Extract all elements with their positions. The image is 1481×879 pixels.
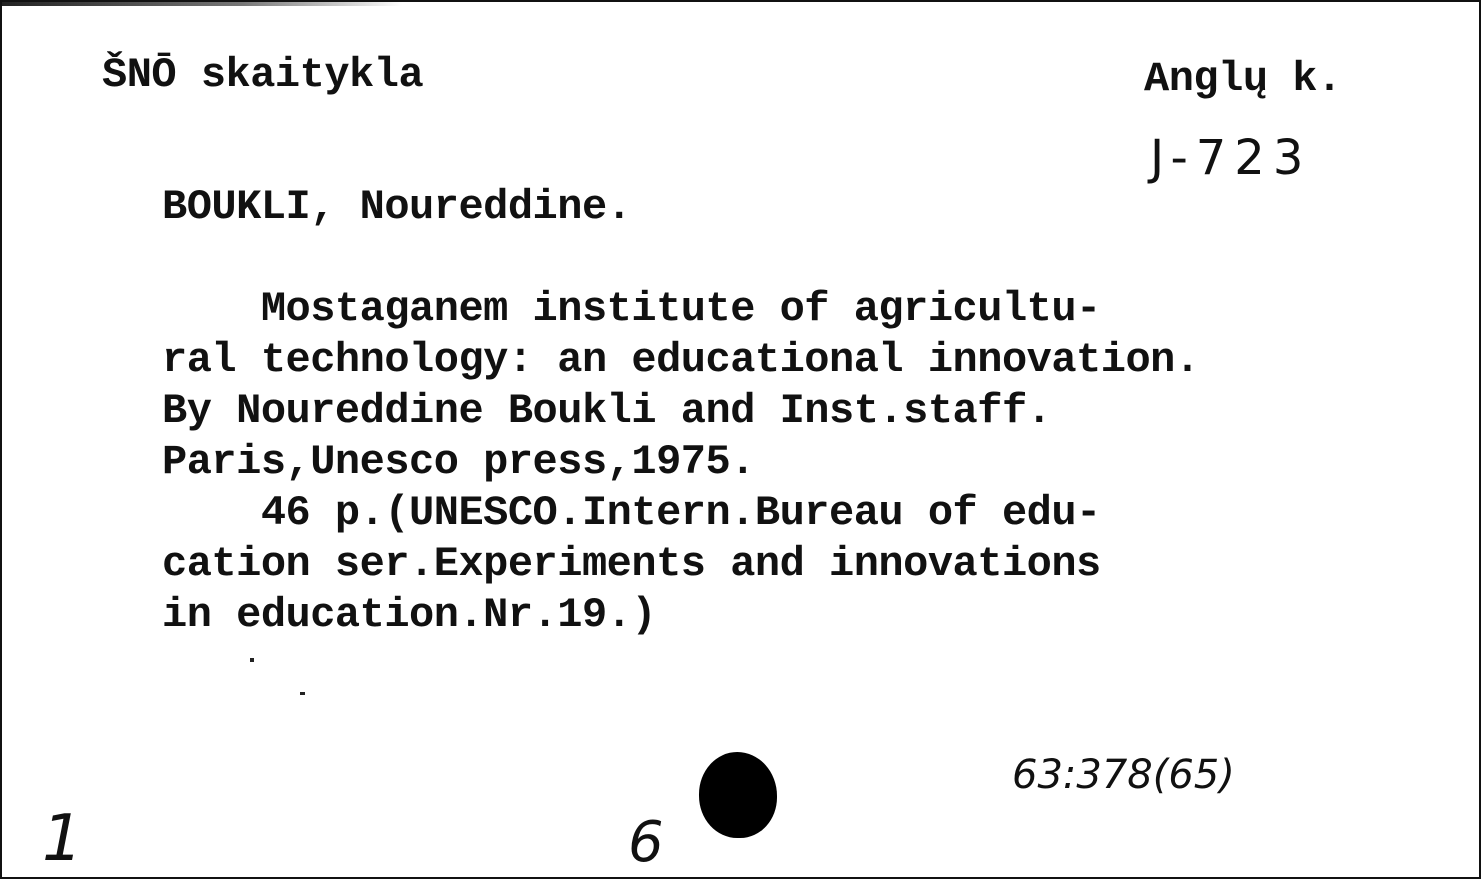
description-line: Paris,Unesco press,1975. [162,438,755,486]
top-edge-smudge [2,2,402,6]
ink-speck [250,658,254,662]
hand-mark-center: 6 [628,810,664,875]
call-number: J-723 [1150,130,1312,186]
description-line: cation ser.Experiments and innovations [162,540,1101,588]
language-label: Anglų k. [1144,55,1342,103]
description-line: Mostaganem institute of agricultu- [162,285,1101,333]
description-line: 46 p.(UNESCO.Intern.Bureau of edu- [162,489,1101,537]
ink-speck [300,692,305,695]
description-line: By Noureddine Boukli and Inst.staff. [162,387,1052,435]
hand-mark-left: 1 [42,802,83,876]
author-heading: BOUKLI, Noureddine. [162,183,632,231]
ink-blot [699,752,777,838]
description-line: in education.Nr.19.) [162,591,657,639]
description-line: ral technology: an educational innovation. [162,336,1200,384]
library-name: ŠNŌ skaitykla [102,51,424,99]
classification-code: 63:378(65) [1012,752,1235,798]
